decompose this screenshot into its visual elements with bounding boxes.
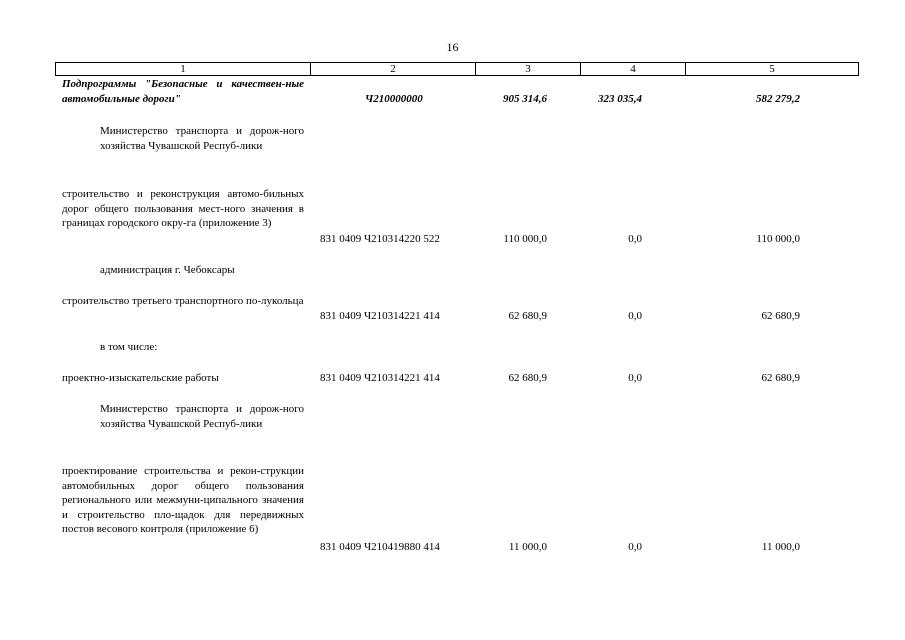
row-1-col5: 110 000,0 <box>756 233 800 245</box>
subprogram-code: Ч210000000 <box>365 93 423 105</box>
row-4-name: проектирование строительства и рекон-струкции автомобильных дорог общего пользования регионального или межмуни-ципального значения и строительство пло-щадок для передвижных постов весового контроля (приложение 6) <box>62 465 304 535</box>
subprogram-col3: 905 314,6 <box>503 93 547 105</box>
row-2-col4: 0,0 <box>628 310 642 322</box>
column-header-row <box>56 63 859 76</box>
row-4-code: 831 0409 Ч210419880 414 <box>320 541 440 553</box>
row-2-name: строительство третьего транспортного по-лукольца <box>62 295 304 307</box>
row-4-col4: 0,0 <box>628 541 642 553</box>
row-2-code: 831 0409 Ч210314221 414 <box>320 310 440 322</box>
row-3-col5: 62 680,9 <box>761 372 800 384</box>
column-header-5: 5 <box>686 63 859 76</box>
row-1-col4: 0,0 <box>628 233 642 245</box>
row-1-code: 831 0409 Ч210314220 522 <box>320 233 440 245</box>
row-3-code: 831 0409 Ч210314221 414 <box>320 372 440 384</box>
row-1-name: строительство и реконструкция автомо-бильных дорог общего пользования мест-ного значения в границах городского окру-га (приложение 3) <box>62 188 304 229</box>
ministry-heading-1: Министерство транспорта и дорож-ного хозяйства Чувашской Респуб-лики <box>100 125 304 152</box>
row-1-col3: 110 000,0 <box>503 233 547 245</box>
subprogram-col5: 582 279,2 <box>756 93 800 105</box>
ministry-heading-2: Министерство транспорта и дорож-ного хозяйства Чувашской Респуб-лики <box>100 403 304 430</box>
row-4-col3: 11 000,0 <box>508 541 547 553</box>
page-number: 16 <box>446 40 459 54</box>
subprogram-col4: 323 035,4 <box>598 93 642 105</box>
row-2-col5: 62 680,9 <box>761 310 800 322</box>
row-3-name: проектно-изыскательские работы <box>62 372 219 384</box>
column-header-1: 1 <box>56 63 311 76</box>
administration-heading: администрация г. Чебоксары <box>100 264 235 276</box>
row-3-col4: 0,0 <box>628 372 642 384</box>
row-4-col5: 11 000,0 <box>761 541 800 553</box>
column-header-table <box>55 62 859 76</box>
row-2-col3: 62 680,9 <box>508 310 547 322</box>
subprogram-title: Подпрограммы "Безопасные и качествен-ные автомобильные дороги" <box>62 78 304 105</box>
including-label: в том числе: <box>100 341 158 353</box>
column-header-2: 2 <box>311 63 476 76</box>
column-header-3: 3 <box>476 63 581 76</box>
row-3-col3: 62 680,9 <box>508 372 547 384</box>
column-header-4: 4 <box>581 63 686 76</box>
